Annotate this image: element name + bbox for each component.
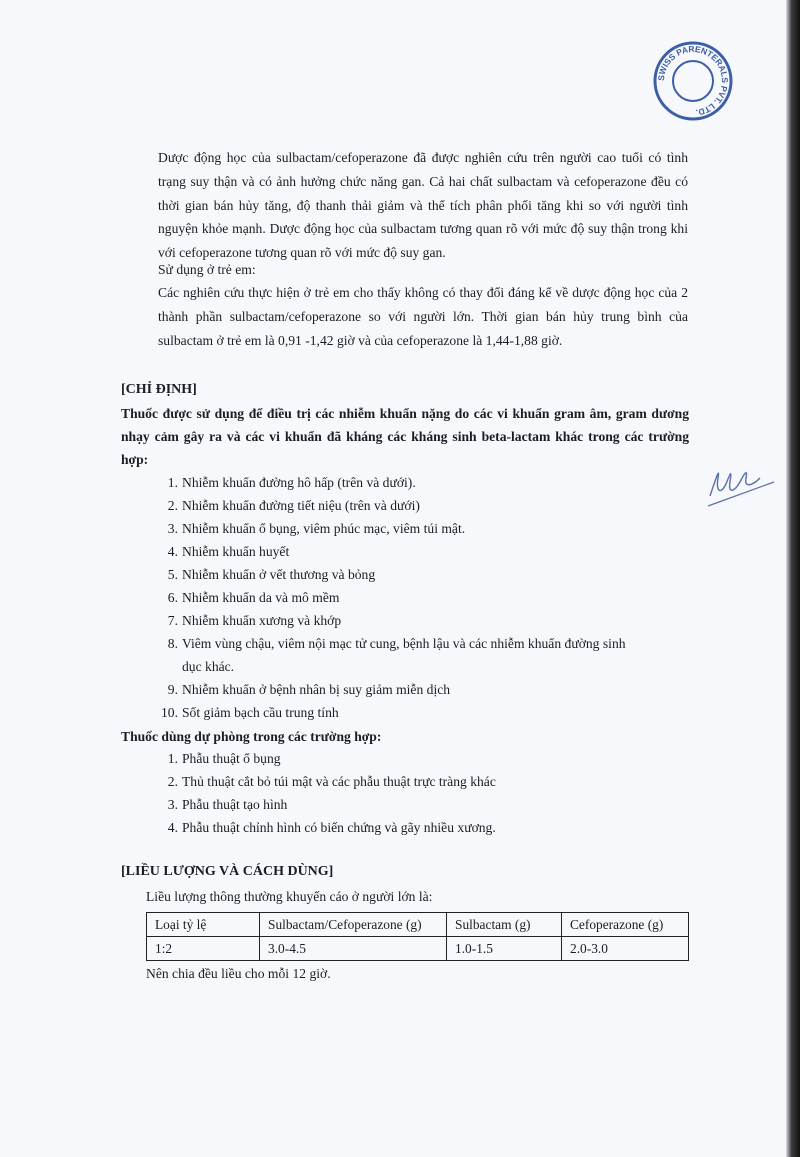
table-header-cell: Cefoperazone (g): [562, 913, 689, 937]
dosage-heading: [LIỀU LƯỢNG VÀ CÁCH DÙNG]: [121, 864, 334, 879]
pharmacokinetics-children-paragraph: Các nghiên cứu thực hiện ở trẻ em cho thấy không có thay đổi đáng kể về dược động học của 2 thành phần sulbactam/cefoperazone so với người lớn. Thời gian bán hủy trung bình của sulbactam ở trẻ em là 0,91 -1,42 giờ và của cefoperazone là 1,44-1,88 giờ.: [158, 285, 688, 348]
table-header-cell: Loại tỷ lệ: [147, 913, 260, 937]
dosage-table: [146, 912, 689, 961]
table-header-cell: Sulbactam (g): [447, 913, 562, 937]
children-usage-label: Sử dụng ở trẻ em:: [158, 262, 256, 277]
table-header-cell: Sulbactam/Cefoperazone (g): [260, 913, 447, 937]
table-row: [147, 937, 689, 961]
table-header-row: [147, 913, 689, 937]
indications-heading: [CHỈ ĐỊNH]: [121, 382, 197, 397]
prophylaxis-intro: Thuốc dùng dự phòng trong các trường hợp:: [121, 729, 382, 744]
handwritten-signature: [700, 448, 780, 518]
pharmacokinetics-elderly-paragraph: Dược động học của sulbactam/cefoperazone đã được nghiên cứu trên người cao tuổi có tình trạng suy thận và có ảnh hưởng chức năng gan. Cả hai chất sulbactam và cefoperazone đều có thời gian bán hủy tăng, độ thanh thải giảm và thể tích phân phối tăng khi so với người tình nguyện khỏe mạnh. Dược động học của sulbactam tương quan rõ với mức độ suy thận trong khi với cefoperazone tương quan rõ với mức độ suy gan.: [158, 150, 688, 261]
table-cell: 2.0-3.0: [562, 937, 689, 961]
table-cell: 1.0-1.5: [447, 937, 562, 961]
stamp-text: SWISS PARENTERALS PVT. LTD.: [655, 43, 731, 118]
dosage-note: Nên chia đều liều cho mỗi 12 giờ.: [146, 966, 331, 981]
table-cell: 3.0-4.5: [260, 937, 447, 961]
company-stamp: [652, 40, 734, 122]
table-cell: 1:2: [147, 937, 260, 961]
page-edge-shadow: [786, 0, 800, 1157]
indications-intro: Thuốc được sử dụng để điều trị các nhiễm khuẩn nặng do các vi khuẩn gram âm, gram dương nhạy cảm gây ra và các vi khuẩn đã kháng các kháng sinh beta-lactam khác trong các trường hợp:: [121, 406, 689, 468]
dosage-intro: Liều lượng thông thường khuyến cáo ở người lớn là:: [146, 889, 433, 904]
